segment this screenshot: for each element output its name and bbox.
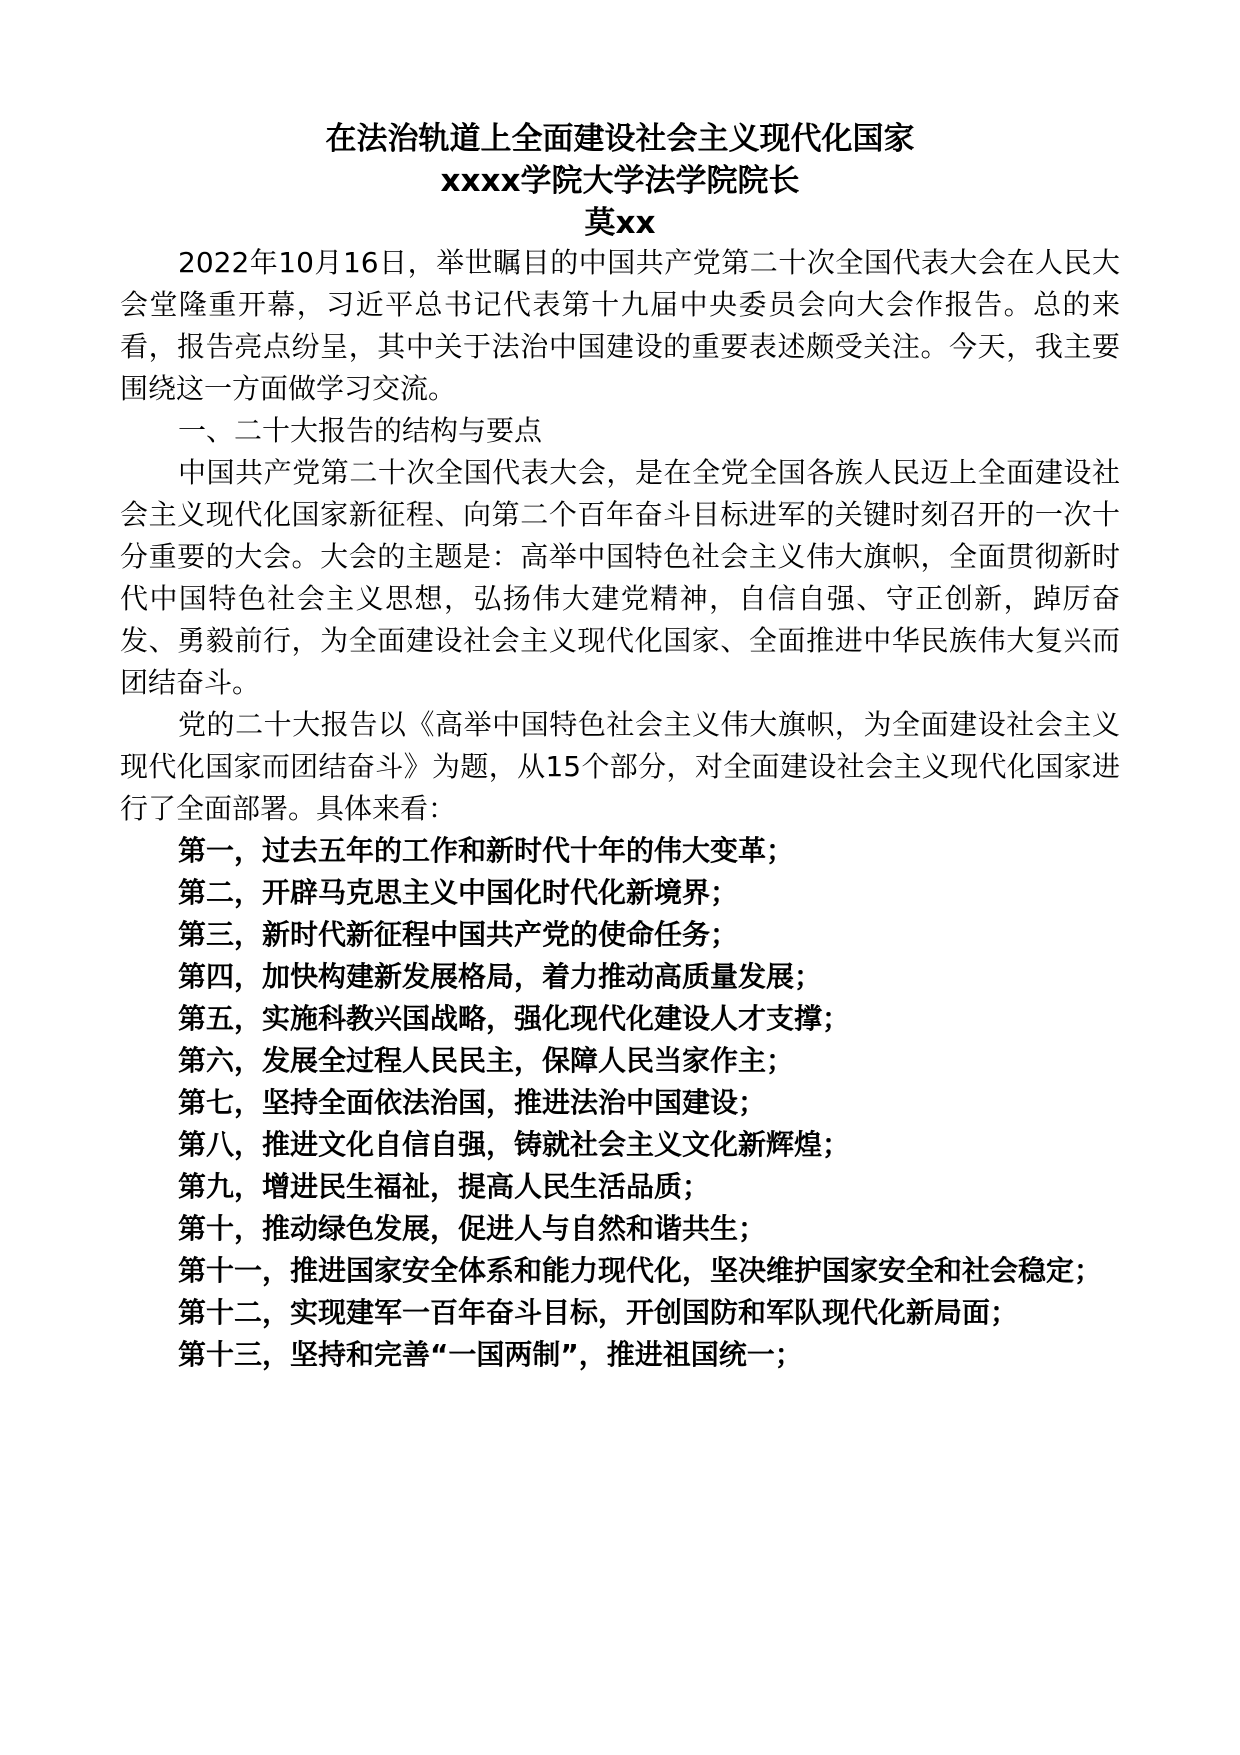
document-title: 在法治轨道上全面建设社会主义现代化国家 xyxy=(325,121,915,157)
list-item: 第八，推进文化自信自强，铸就社会主义文化新辉煌； xyxy=(178,1128,851,1161)
list-item: 第五，实施科教兴国战略，强化现代化建设人才支撑； xyxy=(178,1002,851,1035)
list-item: 第四，加快构建新发展格局，着力推动高质量发展； xyxy=(178,960,823,993)
section-heading: 一、二十大报告的结构与要点 xyxy=(178,414,543,447)
intro-paragraph: 2022年10月16日，举世瞩目的中国共产党第二十次全国代表大会在人民大会堂隆重开幕，习近平总书记代表第十九届中央委员会向大会作报告。总的来看，报告亮点纷呈，其中关于法治中国建设的重要表述颇受关注。今天，我主要围绕这一方面做学习交流。 xyxy=(120,246,1120,405)
document-body xyxy=(120,242,1120,1376)
report-parts-list xyxy=(120,830,1120,1376)
document-header xyxy=(120,118,1120,244)
author-name: 莫xx xyxy=(584,205,656,241)
author-affiliation: xxxx学院大学法学院院长 xyxy=(440,163,800,199)
list-item: 第十二，实现建军一百年奋斗目标，开创国防和军队现代化新局面； xyxy=(178,1296,1019,1329)
list-item: 第三，新时代新征程中国共产党的使命任务； xyxy=(178,918,739,951)
list-item: 第六，发展全过程人民民主，保障人民当家作主； xyxy=(178,1044,795,1077)
list-item: 第七，坚持全面依法治国，推进法治中国建设； xyxy=(178,1086,767,1119)
list-item: 第十三，坚持和完善“一国两制”，推进祖国统一； xyxy=(178,1338,803,1371)
list-item: 第九，增进民生福祉，提高人民生活品质； xyxy=(178,1170,711,1203)
body-paragraph: 中国共产党第二十次全国代表大会，是在全党全国各族人民迈上全面建设社会主义现代化国家新征程、向第二个百年奋斗目标进军的关键时刻召开的一次十分重要的大会。大会的主题是：高举中国特色社会主义伟大旗帜，全面贯彻新时代中国特色社会主义思想，弘扬伟大建党精神，自信自强、守正创新，踔厉奋发、勇毅前行，为全面建设社会主义现代化国家、全面推进中华民族伟大复兴而团结奋斗。 xyxy=(120,456,1120,699)
body-paragraph: 党的二十大报告以《高举中国特色社会主义伟大旗帜，为全面建设社会主义现代化国家而团结奋斗》为题，从15个部分，对全面建设社会主义现代化国家进行了全面部署。具体来看： xyxy=(120,708,1120,825)
list-item: 第十，推动绿色发展，促进人与自然和谐共生； xyxy=(178,1212,767,1245)
list-item: 第十一，推进国家安全体系和能力现代化，坚决维护国家安全和社会稳定； xyxy=(178,1254,1103,1287)
list-item: 第二，开辟马克思主义中国化时代化新境界； xyxy=(178,876,739,909)
list-item: 第一，过去五年的工作和新时代十年的伟大变革； xyxy=(178,834,795,867)
